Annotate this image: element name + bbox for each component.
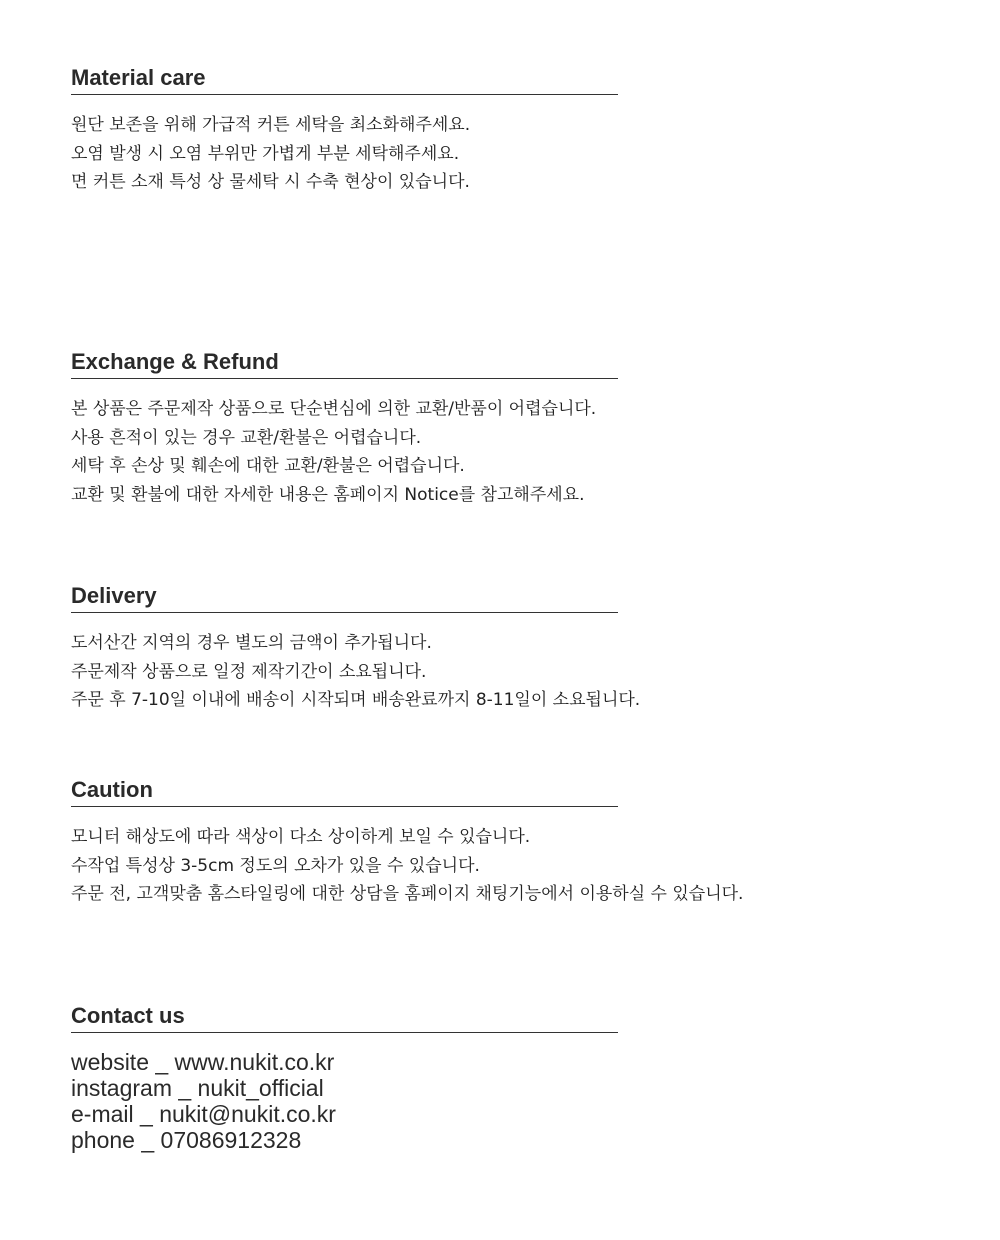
caution-line: 주문 전, 고객맞춤 홈스타일링에 대한 상담을 홈페이지 채팅기능에서 이용하실 수 있습니다. bbox=[71, 884, 744, 904]
material-care-line: 오염 발생 시 오염 부위만 가볍게 부분 세탁해주세요. bbox=[71, 143, 460, 164]
exchange-refund-line: 교환 및 환불에 대한 자세한 내용은 홈페이지 Notice를 참고해주세요. bbox=[71, 484, 585, 505]
contact-instagram: instagram _ nukit_official bbox=[71, 1075, 324, 1101]
caution-line: 수작업 특성상 3-5cm 정도의 오차가 있을 수 있습니다. bbox=[71, 855, 480, 876]
contact-email: e-mail _ nukit@nukit.co.kr bbox=[71, 1101, 336, 1127]
exchange-refund-line: 사용 흔적이 있는 경우 교환/환불은 어렵습니다. bbox=[71, 427, 422, 448]
caution-list bbox=[71, 823, 744, 909]
contact-website: website _ www.nukit.co.kr bbox=[71, 1049, 335, 1075]
caution-line: 모니터 해상도에 따라 색상이 다소 상이하게 보일 수 있습니다. bbox=[71, 827, 531, 847]
exchange-refund-title: Exchange & Refund bbox=[71, 348, 618, 379]
contact-phone: phone _ 07086912328 bbox=[71, 1127, 302, 1153]
delivery-section bbox=[71, 582, 641, 715]
delivery-title: Delivery bbox=[71, 582, 618, 613]
delivery-line: 도서산간 지역의 경우 별도의 금액이 추가됩니다. bbox=[71, 633, 432, 653]
caution-section bbox=[71, 776, 744, 909]
contact-list bbox=[71, 1049, 618, 1153]
exchange-refund-line: 본 상품은 주문제작 상품으로 단순변심에 의한 교환/반품이 어렵습니다. bbox=[71, 399, 597, 419]
delivery-line: 주문제작 상품으로 일정 제작기간이 소요됩니다. bbox=[71, 661, 427, 682]
exchange-refund-list bbox=[71, 395, 618, 509]
contact-title: Contact us bbox=[71, 1002, 618, 1033]
exchange-refund-line: 세탁 후 손상 및 훼손에 대한 교환/환불은 어렵습니다. bbox=[71, 456, 465, 476]
contact-section bbox=[71, 1002, 618, 1153]
material-care-title: Material care bbox=[71, 64, 618, 95]
material-care-line: 원단 보존을 위해 가급적 커튼 세탁을 최소화해주세요. bbox=[71, 115, 471, 135]
caution-title: Caution bbox=[71, 776, 618, 807]
material-care-list bbox=[71, 111, 618, 197]
delivery-list bbox=[71, 629, 641, 715]
material-care-line: 면 커튼 소재 특성 상 물세탁 시 수축 현상이 있습니다. bbox=[71, 172, 470, 192]
material-care-section bbox=[71, 64, 618, 197]
delivery-line: 주문 후 7-10일 이내에 배송이 시작되며 배송완료까지 8-11일이 소요됩니다. bbox=[71, 690, 641, 710]
exchange-refund-section bbox=[71, 348, 618, 509]
